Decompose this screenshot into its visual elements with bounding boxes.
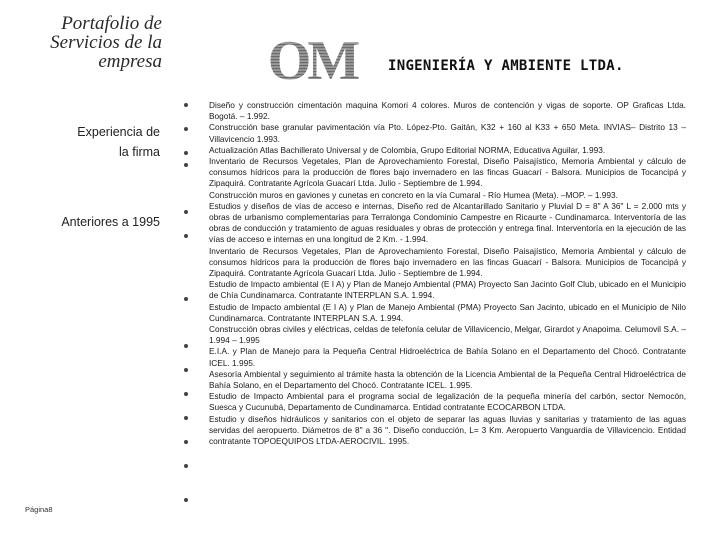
company-name: INGENIERÍA Y AMBIENTE LTDA. bbox=[388, 58, 624, 74]
bullet-marker bbox=[184, 368, 188, 372]
bullet-marker bbox=[184, 392, 188, 396]
bullet-marker bbox=[184, 416, 188, 420]
list-item: Inventario de Recursos Vegetales, Plan de Aprovechamiento Forestal, Diseño Paisajístico, Memoria Ambiental y cálculo de consumos hídricos para la producción de flores bajo invernadero en las fincas Guacarí - Balsora. Municipios de Tocancipá y Zipaquirá. Contratante Agrícola Guacarí Ltda. Julio - Septiembre de 1.994. bbox=[209, 156, 686, 189]
list-item: Estudio de Impacto ambiental (E I A) y Plan de Manejo Ambiental (PMA) Proyecto San Jacinto Golf Club, ubicado en el Municipio de Chía Cundinamarca. Contratante INTERPLAN S.A. 1.994. bbox=[209, 279, 686, 301]
title-line-2: Servicios de la bbox=[50, 32, 162, 53]
bullet-marker bbox=[184, 498, 188, 502]
experience-label bbox=[77, 122, 160, 162]
list-item: Diseño y construcción cimentación maquina Komori 4 colores. Muros de contención y vigas de soporte. OP Graficas Ltda. Bogotá. – 1.992. bbox=[209, 100, 686, 122]
list-item: Inventario de Recursos Vegetales, Plan de Aprovechamiento Forestal, Diseño Paisajístico, Memoria Ambiental y cálculo de consumos hídricos para la producción de flores bajo invernadero en las fincas Guacarí - Balsora. Municipios de Tocancipá y Zipaquirá. Contratante Agrícola Guacarí Ltda. Julio - Septiembre de 1.994. bbox=[209, 245, 686, 279]
list-item: Actualización Atlas Bachillerato Universal y de Colombia, Grupo Editorial NORMA, Educativa Aguilar, 1.993. bbox=[209, 144, 606, 155]
bullet-marker bbox=[184, 151, 188, 155]
list-item: Estudio y diseños hidráulicos y sanitarios con el objeto de separar las aguas lluvias y sanitarias y tratamiento de las aguas servidas del aeropuerto. Diámetros de 8" a 36 ". Diseño conducción, L= 3 Km. Aeropuerto Vanguardia de Villavicencio. Entidad contratante TOPOEQUIPOS LTDA-AEROCIVIL. 1995. bbox=[209, 413, 686, 447]
bullet-marker bbox=[184, 344, 188, 348]
list-item: Estudio de Impacto ambiental (E I A) y Plan de Manejo Ambiental (PMA) Proyecto San Jacinto, ubicado en el Municipio de Nilo Cundinamarca. Contratante INTERPLAN S.A. 1.994. bbox=[209, 301, 686, 323]
bullet-marker bbox=[184, 464, 188, 468]
list-item: Estudio de Impacto Ambiental para el programa social de legalización de la pequeña minería del carbón, sector Nemocón, Suesca y Cucunubá, Departamento de Cundinamarca. Entidad contratante ECOCARBON LTDA. bbox=[209, 391, 686, 413]
document-title bbox=[10, 14, 162, 71]
bullet-marker bbox=[184, 440, 188, 444]
list-item: Construcción base granular pavimentación vía Pto. López-Pto. Gaitán, K32 + 160 al K33 + 650 Meta. INVIAS– Distrito 13 – Villavicencio 1.993. bbox=[209, 122, 686, 144]
list-item: E.I.A. y Plan de Manejo para la Pequeña Central Hidroeléctrica de Bahía Solano en el Departamento del Chocó. Contratante ICEL. 1.995. bbox=[209, 346, 686, 368]
list-item: Construcción obras civiles y eléctricas, celdas de telefonía celular de Villavicencio, Melgar, Girardot y Anapoima. Celumovil S.A. – 1.994 – 1.995 bbox=[209, 324, 686, 346]
experience-line-1: Experiencia de bbox=[77, 125, 160, 139]
bullet-marker bbox=[184, 234, 188, 238]
title-line-3: empresa bbox=[98, 51, 162, 72]
list-item: Estudios y diseños de vías de acceso e internas, Diseño red de Alcantarillado Sanitario y Pluvial D = 8" A 36" L = 2.000 mts y obras de urbanismo complementarias para Terralonga Condominio Campestre en Ricaurte - Cundinamarca. Interventoría de las obras de conducción y tratamiento de aguas residuales y obras de protección y entrega final. Interventoría en la ejecución de las vías de acceso e internas en una longitud de 2 Km. - 1.994. bbox=[209, 200, 686, 245]
bullet-marker bbox=[184, 163, 188, 167]
experience-line-2: la firma bbox=[119, 145, 160, 159]
company-logo bbox=[256, 32, 368, 84]
anteriores-label: Anteriores a 1995 bbox=[61, 215, 160, 229]
bullet-marker bbox=[184, 210, 188, 214]
page-number: Página8 bbox=[25, 505, 53, 514]
title-line-1: Portafolio de bbox=[61, 13, 162, 34]
bullet-marker bbox=[184, 103, 188, 107]
list-item: Construcción muros en gaviones y cunetas en concreto en la vía Cumaral - Río Humea (Meta). –MOP. – 1.993. bbox=[209, 189, 618, 200]
logo-text: OM bbox=[267, 32, 357, 84]
bullet-marker bbox=[184, 127, 188, 131]
experience-list bbox=[209, 100, 686, 447]
list-item: Asesoría Ambiental y seguimiento al trámite hasta la obtención de la Licencia Ambiental de la Pequeña Central Hidroeléctrica de Bahía Solano, en el Departamento del Chocó. Contratante ICEL. 1.995. bbox=[209, 368, 686, 391]
bullet-marker bbox=[184, 297, 188, 301]
